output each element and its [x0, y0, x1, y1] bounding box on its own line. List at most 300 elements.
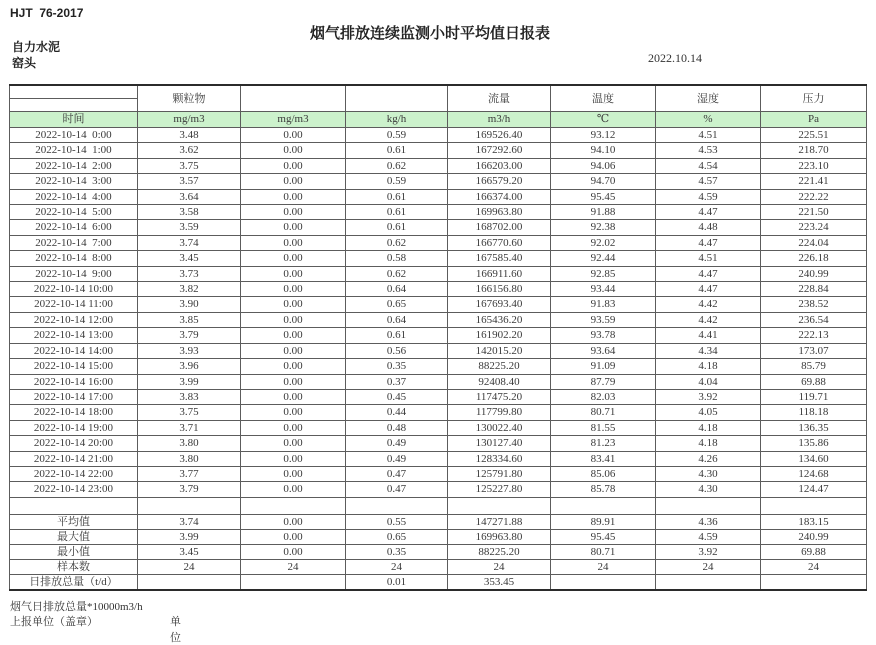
time-cell: 2022-10-14 21:00 — [10, 451, 138, 466]
time-cell: 2022-10-14 9:00 — [10, 266, 138, 281]
value-cell: 0.64 — [346, 312, 448, 327]
group-header-cell: 颗粒物 — [138, 85, 241, 112]
value-cell: 3.48 — [138, 128, 241, 143]
report-date: 2022.10.14 — [648, 51, 702, 65]
value-cell: 167292.60 — [448, 143, 551, 158]
summary-value: 147271.88 — [448, 514, 551, 529]
value-cell: 223.24 — [761, 220, 867, 235]
value-cell: 3.83 — [138, 389, 241, 404]
value-cell: 4.47 — [656, 205, 761, 220]
value-cell: 92.02 — [551, 235, 656, 250]
value-cell: 222.13 — [761, 328, 867, 343]
value-cell: 4.05 — [656, 405, 761, 420]
value-cell: 0.00 — [241, 143, 346, 158]
value-cell: 0.61 — [346, 205, 448, 220]
time-cell: 2022-10-14 11:00 — [10, 297, 138, 312]
summary-value: 0.55 — [346, 514, 448, 529]
table-row — [10, 174, 867, 189]
units-row — [10, 112, 867, 128]
value-cell: 4.47 — [656, 235, 761, 250]
value-cell: 221.41 — [761, 174, 867, 189]
summary-value: 240.99 — [761, 529, 867, 544]
value-cell: 3.90 — [138, 297, 241, 312]
summary-value: 183.15 — [761, 514, 867, 529]
unit-cell: % — [656, 112, 761, 128]
value-cell: 85.79 — [761, 359, 867, 374]
value-cell: 91.83 — [551, 297, 656, 312]
value-cell: 0.37 — [346, 374, 448, 389]
value-cell: 0.00 — [241, 220, 346, 235]
value-cell: 222.22 — [761, 189, 867, 204]
value-cell: 4.42 — [656, 312, 761, 327]
value-cell: 0.00 — [241, 389, 346, 404]
summary-row — [10, 514, 867, 529]
value-cell: 168702.00 — [448, 220, 551, 235]
table-row — [10, 220, 867, 235]
value-cell: 218.70 — [761, 143, 867, 158]
value-cell: 85.06 — [551, 466, 656, 481]
value-cell: 0.00 — [241, 128, 346, 143]
value-cell: 81.23 — [551, 436, 656, 451]
header-row-1 — [10, 85, 867, 99]
value-cell: 91.88 — [551, 205, 656, 220]
value-cell: 166770.60 — [448, 235, 551, 250]
value-cell: 0.00 — [241, 436, 346, 451]
value-cell: 167693.40 — [448, 297, 551, 312]
blank-cell — [551, 497, 656, 514]
time-cell: 2022-10-14 5:00 — [10, 205, 138, 220]
value-cell: 3.96 — [138, 359, 241, 374]
value-cell: 94.10 — [551, 143, 656, 158]
value-cell: 0.48 — [346, 420, 448, 435]
value-cell: 3.74 — [138, 235, 241, 250]
value-cell: 3.75 — [138, 158, 241, 173]
table-row — [10, 205, 867, 220]
value-cell: 91.09 — [551, 359, 656, 374]
value-cell: 3.93 — [138, 343, 241, 358]
value-cell: 4.47 — [656, 266, 761, 281]
value-cell: 225.51 — [761, 128, 867, 143]
value-cell: 117475.20 — [448, 389, 551, 404]
blank-row — [10, 497, 867, 514]
time-cell: 2022-10-14 20:00 — [10, 436, 138, 451]
value-cell: 3.73 — [138, 266, 241, 281]
report-table-body — [10, 85, 867, 590]
value-cell: 0.00 — [241, 420, 346, 435]
value-cell: 0.49 — [346, 451, 448, 466]
value-cell: 161902.20 — [448, 328, 551, 343]
summary-value — [138, 574, 241, 590]
summary-value — [656, 574, 761, 590]
value-cell: 3.77 — [138, 466, 241, 481]
summary-value: 3.74 — [138, 514, 241, 529]
value-cell: 0.62 — [346, 158, 448, 173]
value-cell: 142015.20 — [448, 343, 551, 358]
value-cell: 4.47 — [656, 282, 761, 297]
value-cell: 4.57 — [656, 174, 761, 189]
table-row — [10, 420, 867, 435]
summary-value: 4.36 — [656, 514, 761, 529]
value-cell: 4.18 — [656, 359, 761, 374]
value-cell: 0.64 — [346, 282, 448, 297]
value-cell: 221.50 — [761, 205, 867, 220]
summary-value: 24 — [448, 559, 551, 574]
time-cell: 2022-10-14 13:00 — [10, 328, 138, 343]
value-cell: 128334.60 — [448, 451, 551, 466]
report-unit-label: 上报单位（盖章） — [10, 616, 98, 628]
summary-row — [10, 544, 867, 559]
summary-label: 日排放总量（t/d） — [10, 574, 138, 590]
value-cell: 4.51 — [656, 251, 761, 266]
value-cell: 0.00 — [241, 297, 346, 312]
summary-value: 4.59 — [656, 529, 761, 544]
summary-value: 24 — [551, 559, 656, 574]
value-cell: 3.80 — [138, 451, 241, 466]
value-cell: 0.47 — [346, 466, 448, 481]
summary-value: 0.00 — [241, 529, 346, 544]
time-cell: 2022-10-14 23:00 — [10, 482, 138, 497]
value-cell: 167585.40 — [448, 251, 551, 266]
table-row — [10, 235, 867, 250]
value-cell: 4.59 — [656, 189, 761, 204]
value-cell: 0.00 — [241, 343, 346, 358]
time-header-lower-cell — [10, 99, 138, 112]
summary-value: 3.99 — [138, 529, 241, 544]
value-cell: 0.61 — [346, 220, 448, 235]
value-cell: 228.84 — [761, 282, 867, 297]
value-cell: 3.85 — [138, 312, 241, 327]
group-header-cell: 流量 — [448, 85, 551, 112]
time-cell: 2022-10-14 10:00 — [10, 282, 138, 297]
summary-label: 样本数 — [10, 559, 138, 574]
value-cell: 134.60 — [761, 451, 867, 466]
value-cell: 0.59 — [346, 128, 448, 143]
time-cell: 2022-10-14 2:00 — [10, 158, 138, 173]
table-row — [10, 266, 867, 281]
group-header-cell — [346, 85, 448, 112]
summary-value: 69.88 — [761, 544, 867, 559]
value-cell: 92.38 — [551, 220, 656, 235]
value-cell: 82.03 — [551, 389, 656, 404]
value-cell: 0.45 — [346, 389, 448, 404]
value-cell: 95.45 — [551, 189, 656, 204]
table-row — [10, 158, 867, 173]
value-cell: 0.00 — [241, 266, 346, 281]
table-row — [10, 451, 867, 466]
table-row — [10, 482, 867, 497]
value-cell: 224.04 — [761, 235, 867, 250]
footer-line2 — [10, 613, 181, 644]
unit-cell: mg/m3 — [138, 112, 241, 128]
table-row — [10, 374, 867, 389]
footer-note: 烟气日排放总量*10000m3/h — [10, 601, 143, 613]
value-cell: 130127.40 — [448, 436, 551, 451]
time-cell: 2022-10-14 12:00 — [10, 312, 138, 327]
summary-value: 0.00 — [241, 514, 346, 529]
unit-cell: m3/h — [448, 112, 551, 128]
value-cell: 4.18 — [656, 420, 761, 435]
value-cell: 226.18 — [761, 251, 867, 266]
value-cell: 3.79 — [138, 328, 241, 343]
summary-value: 88225.20 — [448, 544, 551, 559]
value-cell: 173.07 — [761, 343, 867, 358]
time-cell: 2022-10-14 15:00 — [10, 359, 138, 374]
summary-value: 3.45 — [138, 544, 241, 559]
value-cell: 124.68 — [761, 466, 867, 481]
table-row — [10, 389, 867, 404]
summary-value: 24 — [138, 559, 241, 574]
value-cell: 136.35 — [761, 420, 867, 435]
summary-value: 353.45 — [448, 574, 551, 590]
value-cell: 94.70 — [551, 174, 656, 189]
table-row — [10, 251, 867, 266]
value-cell: 0.00 — [241, 466, 346, 481]
value-cell: 117799.80 — [448, 405, 551, 420]
value-cell: 238.52 — [761, 297, 867, 312]
value-cell: 130022.40 — [448, 420, 551, 435]
value-cell: 93.44 — [551, 282, 656, 297]
value-cell: 93.59 — [551, 312, 656, 327]
value-cell: 166203.00 — [448, 158, 551, 173]
value-cell: 0.00 — [241, 451, 346, 466]
value-cell: 0.47 — [346, 482, 448, 497]
value-cell: 169963.80 — [448, 205, 551, 220]
value-cell: 0.00 — [241, 235, 346, 250]
doc-code: HJT 76-2017 — [10, 6, 84, 20]
value-cell: 85.78 — [551, 482, 656, 497]
value-cell: 3.82 — [138, 282, 241, 297]
value-cell: 0.00 — [241, 205, 346, 220]
summary-label: 平均值 — [10, 514, 138, 529]
value-cell: 92408.40 — [448, 374, 551, 389]
value-cell: 166156.80 — [448, 282, 551, 297]
value-cell: 94.06 — [551, 158, 656, 173]
value-cell: 0.00 — [241, 374, 346, 389]
unit-cell: ℃ — [551, 112, 656, 128]
value-cell: 0.62 — [346, 235, 448, 250]
value-cell: 4.54 — [656, 158, 761, 173]
summary-value: 0.65 — [346, 529, 448, 544]
value-cell: 3.99 — [138, 374, 241, 389]
value-cell: 3.80 — [138, 436, 241, 451]
value-cell: 3.75 — [138, 405, 241, 420]
value-cell: 166374.00 — [448, 189, 551, 204]
value-cell: 4.42 — [656, 297, 761, 312]
time-cell: 2022-10-14 3:00 — [10, 174, 138, 189]
value-cell: 135.86 — [761, 436, 867, 451]
summary-row — [10, 574, 867, 590]
value-cell: 124.47 — [761, 482, 867, 497]
blank-cell — [10, 497, 138, 514]
value-cell: 0.49 — [346, 436, 448, 451]
value-cell: 81.55 — [551, 420, 656, 435]
value-cell: 125791.80 — [448, 466, 551, 481]
value-cell: 0.59 — [346, 174, 448, 189]
value-cell: 88225.20 — [448, 359, 551, 374]
report-table — [9, 84, 867, 591]
value-cell: 0.56 — [346, 343, 448, 358]
value-cell: 0.62 — [346, 266, 448, 281]
value-cell: 223.10 — [761, 158, 867, 173]
table-row — [10, 328, 867, 343]
value-cell: 165436.20 — [448, 312, 551, 327]
group-header-cell: 压力 — [761, 85, 867, 112]
time-cell: 2022-10-14 22:00 — [10, 466, 138, 481]
company-name: 自力水泥 — [12, 40, 61, 54]
value-cell: 0.65 — [346, 297, 448, 312]
time-cell: 2022-10-14 14:00 — [10, 343, 138, 358]
table-row — [10, 466, 867, 481]
summary-row — [10, 559, 867, 574]
time-cell: 2022-10-14 17:00 — [10, 389, 138, 404]
value-cell: 0.00 — [241, 328, 346, 343]
value-cell: 0.00 — [241, 158, 346, 173]
time-cell: 2022-10-14 6:00 — [10, 220, 138, 235]
value-cell: 119.71 — [761, 389, 867, 404]
value-cell: 3.71 — [138, 420, 241, 435]
summary-row — [10, 529, 867, 544]
table-row — [10, 189, 867, 204]
value-cell: 69.88 — [761, 374, 867, 389]
unit-cell: Pa — [761, 112, 867, 128]
value-cell: 0.00 — [241, 312, 346, 327]
unit-label: 单位 — [170, 616, 181, 644]
time-cell: 2022-10-14 8:00 — [10, 251, 138, 266]
table-row — [10, 343, 867, 358]
table-row — [10, 297, 867, 312]
group-header-cell: 温度 — [551, 85, 656, 112]
value-cell: 0.61 — [346, 143, 448, 158]
summary-value: 0.00 — [241, 544, 346, 559]
page-title: 烟气排放连续监测小时平均值日报表 — [309, 26, 550, 42]
value-cell: 93.12 — [551, 128, 656, 143]
value-cell: 240.99 — [761, 266, 867, 281]
summary-value — [241, 574, 346, 590]
value-cell: 0.00 — [241, 359, 346, 374]
blank-cell — [346, 497, 448, 514]
value-cell: 166579.20 — [448, 174, 551, 189]
time-cell: 2022-10-14 19:00 — [10, 420, 138, 435]
table-row — [10, 359, 867, 374]
table-row — [10, 436, 867, 451]
value-cell: 92.44 — [551, 251, 656, 266]
value-cell: 0.61 — [346, 189, 448, 204]
value-cell: 3.79 — [138, 482, 241, 497]
value-cell: 3.59 — [138, 220, 241, 235]
summary-value: 80.71 — [551, 544, 656, 559]
summary-value: 0.35 — [346, 544, 448, 559]
time-column-header: 时间 — [10, 112, 138, 128]
value-cell: 3.62 — [138, 143, 241, 158]
value-cell: 0.61 — [346, 328, 448, 343]
summary-value: 24 — [761, 559, 867, 574]
summary-value: 95.45 — [551, 529, 656, 544]
time-cell: 2022-10-14 16:00 — [10, 374, 138, 389]
value-cell: 0.44 — [346, 405, 448, 420]
value-cell: 118.18 — [761, 405, 867, 420]
value-cell: 125227.80 — [448, 482, 551, 497]
value-cell: 4.51 — [656, 128, 761, 143]
value-cell: 4.48 — [656, 220, 761, 235]
value-cell: 87.79 — [551, 374, 656, 389]
value-cell: 3.58 — [138, 205, 241, 220]
value-cell: 0.00 — [241, 482, 346, 497]
time-cell: 2022-10-14 4:00 — [10, 189, 138, 204]
group-header-cell — [241, 85, 346, 112]
summary-value: 169963.80 — [448, 529, 551, 544]
value-cell: 0.00 — [241, 282, 346, 297]
summary-label: 最小值 — [10, 544, 138, 559]
value-cell: 4.04 — [656, 374, 761, 389]
value-cell: 4.26 — [656, 451, 761, 466]
time-cell: 2022-10-14 18:00 — [10, 405, 138, 420]
value-cell: 0.00 — [241, 405, 346, 420]
value-cell: 3.92 — [656, 389, 761, 404]
value-cell: 3.57 — [138, 174, 241, 189]
summary-label: 最大值 — [10, 529, 138, 544]
value-cell: 80.71 — [551, 405, 656, 420]
time-cell: 2022-10-14 7:00 — [10, 235, 138, 250]
value-cell: 0.00 — [241, 174, 346, 189]
unit-cell: mg/m3 — [241, 112, 346, 128]
value-cell: 4.34 — [656, 343, 761, 358]
value-cell: 169526.40 — [448, 128, 551, 143]
value-cell: 93.78 — [551, 328, 656, 343]
group-header-cell: 湿度 — [656, 85, 761, 112]
value-cell: 0.00 — [241, 251, 346, 266]
monitoring-point-name: 窑头 — [12, 56, 37, 70]
blank-cell — [448, 497, 551, 514]
value-cell: 3.45 — [138, 251, 241, 266]
value-cell: 166911.60 — [448, 266, 551, 281]
value-cell: 0.35 — [346, 359, 448, 374]
summary-value: 3.92 — [656, 544, 761, 559]
value-cell: 93.64 — [551, 343, 656, 358]
blank-cell — [138, 497, 241, 514]
value-cell: 83.41 — [551, 451, 656, 466]
value-cell: 4.30 — [656, 482, 761, 497]
unit-cell: kg/h — [346, 112, 448, 128]
summary-value: 24 — [656, 559, 761, 574]
value-cell: 4.18 — [656, 436, 761, 451]
value-cell: 3.64 — [138, 189, 241, 204]
value-cell: 0.58 — [346, 251, 448, 266]
value-cell: 0.00 — [241, 189, 346, 204]
table-row — [10, 143, 867, 158]
blank-cell — [656, 497, 761, 514]
table-row — [10, 128, 867, 143]
time-header-upper-cell — [10, 85, 138, 99]
time-cell: 2022-10-14 1:00 — [10, 143, 138, 158]
time-cell: 2022-10-14 0:00 — [10, 128, 138, 143]
value-cell: 4.53 — [656, 143, 761, 158]
value-cell: 4.30 — [656, 466, 761, 481]
summary-value — [551, 574, 656, 590]
value-cell: 236.54 — [761, 312, 867, 327]
summary-value: 0.01 — [346, 574, 448, 590]
summary-value: 24 — [346, 559, 448, 574]
value-cell: 92.85 — [551, 266, 656, 281]
summary-value — [761, 574, 867, 590]
value-cell: 4.41 — [656, 328, 761, 343]
summary-value: 24 — [241, 559, 346, 574]
table-row — [10, 282, 867, 297]
table-row — [10, 405, 867, 420]
summary-value: 89.91 — [551, 514, 656, 529]
table-row — [10, 312, 867, 327]
blank-cell — [241, 497, 346, 514]
blank-cell — [761, 497, 867, 514]
